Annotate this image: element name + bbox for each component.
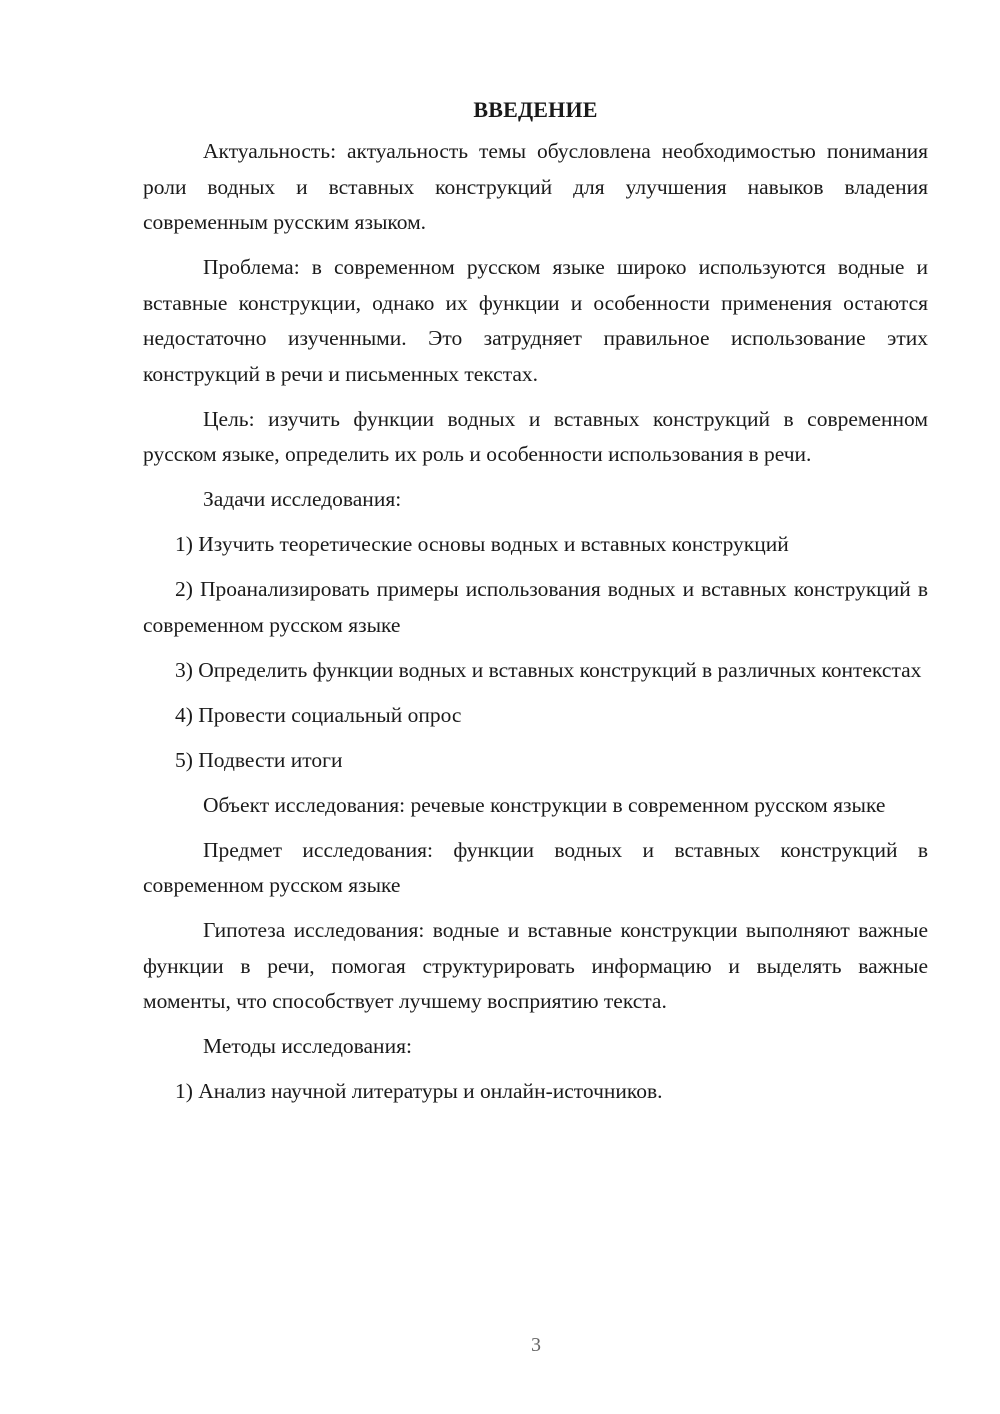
document-page [143,92,928,1119]
paragraph-goal: Цель: изучить функции водных и вставных конструкций в современном русском языке, определить их роль и особенности использования в речи. [143,406,928,466]
list-item-task-4: 4) Провести социальный опрос [175,702,462,727]
paragraph-object: Объект исследования: речевые конструкции в современном русском языке [203,792,886,817]
paragraph-subject: Предмет исследования: функции водных и вставных конструкций в современном русском языке [143,837,928,897]
page-number: 3 [531,1334,541,1356]
paragraph-hypothesis: Гипотеза исследования: водные и вставные конструкции выполняют важные функции в речи, помогая структурировать информацию и выделять важные моменты, что способствует лучшему восприятию текста. [143,918,928,1013]
list-item-task-3: 3) Определить функции водных и вставных конструкций в различных контекстах [175,657,922,682]
paragraph-actuality: Актуальность: актуальность темы обусловлена необходимостью понимания роли водных и вставных конструкций для улучшения навыков владения современным русским языком. [143,139,928,234]
section-title: ВВЕДЕНИЕ [473,97,598,122]
list-item-task-2: 2) Проанализировать примеры использования водных и вставных конструкций в современном русском языке [143,577,928,637]
list-item-task-5: 5) Подвести итоги [175,747,343,772]
paragraph-list [143,134,928,1110]
list-item-method-1: 1) Анализ научной литературы и онлайн-источников. [175,1079,663,1103]
paragraph-methods-heading: Методы исследования: [203,1034,412,1058]
paragraph-tasks-heading: Задачи исследования: [203,487,402,511]
list-item-task-1: 1) Изучить теоретические основы водных и вставных конструкций [175,532,789,556]
paragraph-problem: Проблема: в современном русском языке широко используются водные и вставные конструкции, однако их функции и особенности применения остаются недостаточно изученными. Это затрудняет правильное использование этих конструкций в речи и письменных текстах. [143,255,928,386]
